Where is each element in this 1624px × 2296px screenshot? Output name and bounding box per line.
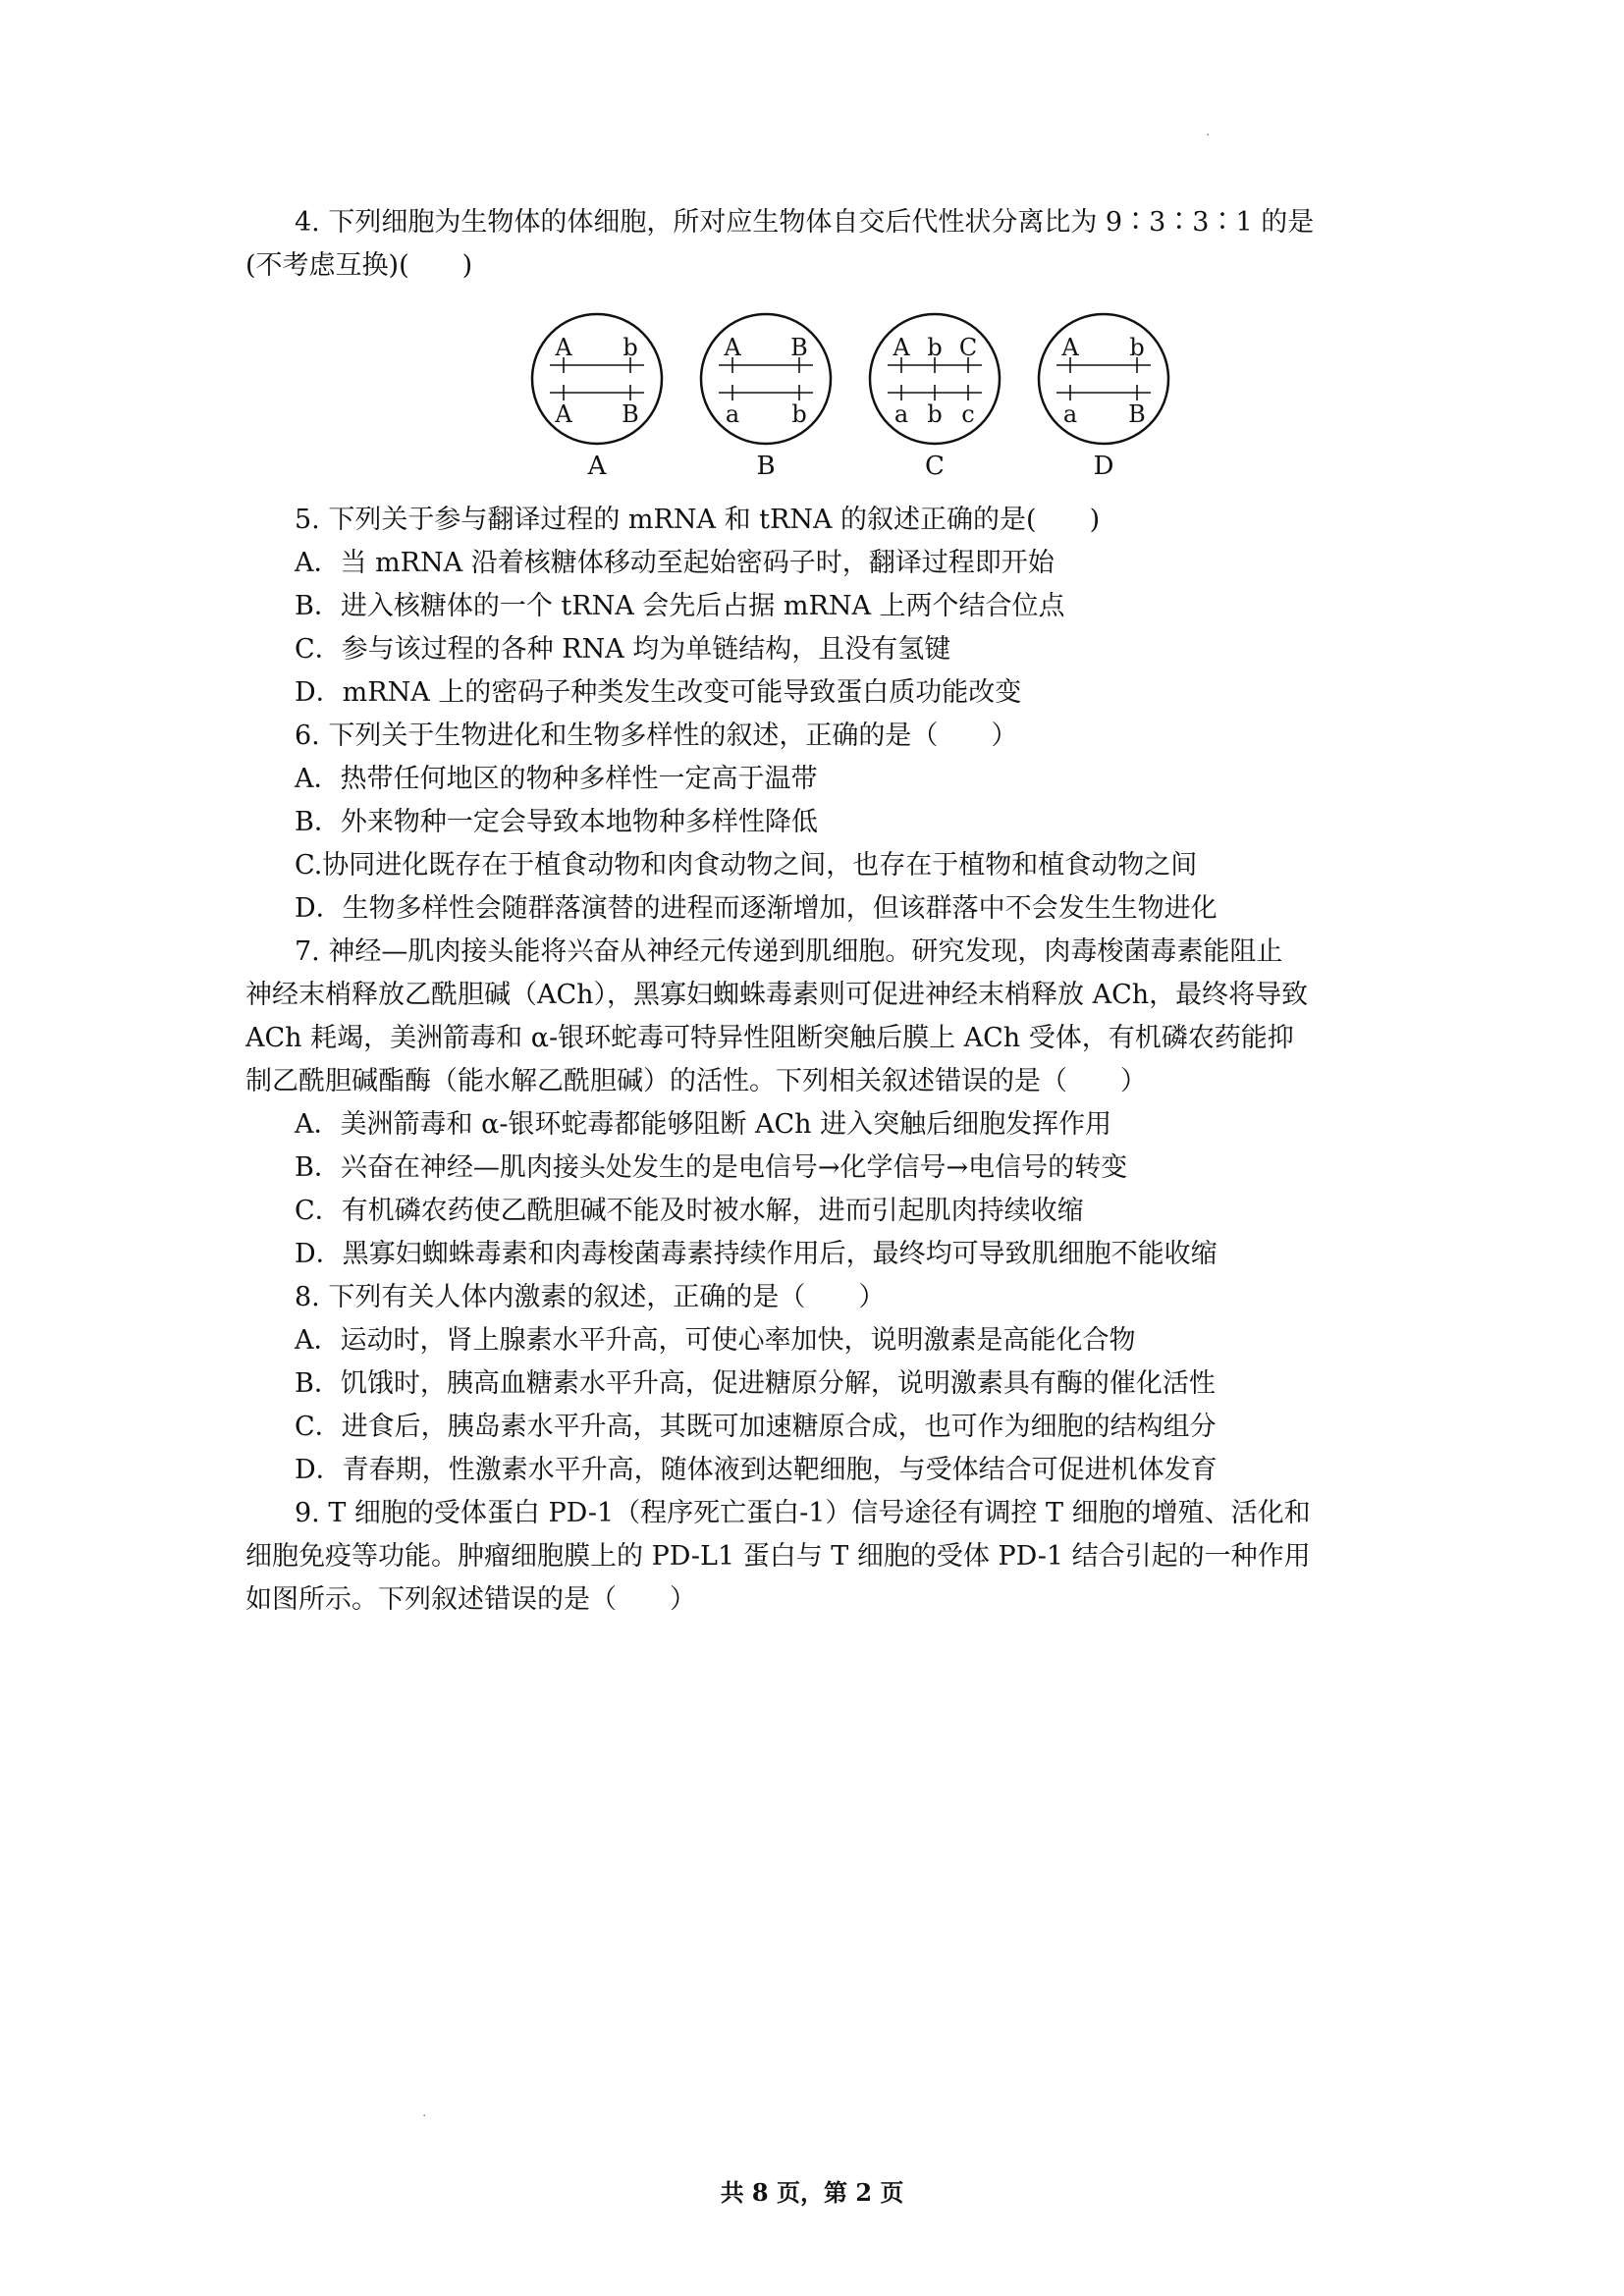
allele-label: c bbox=[961, 400, 975, 428]
cell-circle bbox=[1039, 314, 1168, 444]
question-6-option-b: B．外来物种一定会导致本地物种多样性降低 bbox=[295, 807, 818, 837]
allele-label: a bbox=[893, 400, 909, 428]
question-5-option-d: D．mRNA 上的密码子种类发生改变可能导致蛋白质功能改变 bbox=[295, 677, 1022, 708]
question-8-option-d: D．青春期，性激素水平升高，随体液到达靶细胞，与受体结合可促进机体发育 bbox=[295, 1455, 1218, 1485]
question-7-option-c: C．有机磷农药使乙酰胆碱不能及时被水解，进而引起肌肉持续收缩 bbox=[295, 1196, 1084, 1226]
cell-option-label: C bbox=[925, 452, 945, 481]
cell-option-label: A bbox=[587, 452, 607, 481]
question-8-option-a: A．运动时，肾上腺素水平升高，可使心率加快，说明激素是高能化合物 bbox=[295, 1325, 1136, 1356]
question-8-option-c: C．进食后，胰岛素水平升高，其既可加速糖原合成，也可作为细胞的结构组分 bbox=[295, 1412, 1217, 1442]
allele-label: B bbox=[1128, 400, 1146, 428]
allele-label: A bbox=[1061, 334, 1079, 361]
cell-option-label: D bbox=[1093, 452, 1114, 481]
cell-circle bbox=[701, 314, 831, 444]
question-4-line-1: 4. 下列细胞为生物体的体细胞，所对应生物体自交后代性状分离比为 9∶3∶3∶1 的是 bbox=[295, 207, 1315, 238]
scan-speck: · bbox=[422, 2109, 427, 2124]
allele-label: B bbox=[622, 400, 639, 428]
question-9-line-1: 9. T 细胞的受体蛋白 PD-1（程序死亡蛋白-1）信号途径有调控 T 细胞的增殖、活化和 bbox=[295, 1498, 1311, 1528]
question-7-option-a: A．美洲箭毒和 α-银环蛇毒都能够阻断 ACh 进入突触后细胞发挥作用 bbox=[295, 1109, 1112, 1140]
page-footer: 共 8 页，第 2 页 bbox=[720, 2178, 904, 2207]
question-4-line-2: (不考虑互换)( ) bbox=[245, 250, 473, 281]
allele-label: b bbox=[927, 400, 943, 428]
allele-label: b bbox=[927, 334, 943, 361]
question-5-option-c: C．参与该过程的各种 RNA 均为单链结构，且没有氢键 bbox=[295, 634, 951, 665]
allele-label: a bbox=[1062, 400, 1078, 428]
cell-option-label: B bbox=[756, 452, 776, 481]
question-9-line-2: 细胞免疫等功能。肿瘤细胞膜上的 PD-L1 蛋白与 T 细胞的受体 PD-1 结合引起的一种作用 bbox=[245, 1541, 1311, 1572]
question-8-stem: 8. 下列有关人体内激素的叙述，正确的是（ ） bbox=[295, 1282, 886, 1312]
question-7-option-b: B．兴奋在神经—肌肉接头处发生的是电信号→化学信号→电信号的转变 bbox=[295, 1152, 1128, 1183]
question-8-option-b: B．饥饿时，胰高血糖素水平升高，促进糖原分解，说明激素具有酶的催化活性 bbox=[295, 1368, 1216, 1399]
allele-label: A bbox=[893, 334, 910, 361]
question-7-line-1: 7. 神经—肌肉接头能将兴奋从神经元传递到肌细胞。研究发现，肉毒梭菌毒素能阻止 bbox=[295, 936, 1283, 967]
cell-circle bbox=[532, 314, 662, 444]
allele-label: A bbox=[724, 334, 741, 361]
question-6-option-a: A．热带任何地区的物种多样性一定高于温带 bbox=[295, 764, 818, 794]
question-6-stem: 6. 下列关于生物进化和生物多样性的叙述，正确的是（ ） bbox=[295, 721, 1018, 751]
allele-label: A bbox=[555, 400, 572, 428]
question-5-option-a: A．当 mRNA 沿着核糖体移动至起始密码子时，翻译过程即开始 bbox=[295, 548, 1055, 578]
allele-label: b bbox=[623, 334, 638, 361]
allele-label: b bbox=[1129, 334, 1145, 361]
allele-label: a bbox=[725, 400, 740, 428]
allele-label: A bbox=[555, 334, 572, 361]
question-6-option-d: D．生物多样性会随群落演替的进程而逐渐增加，但该群落中不会发生生物进化 bbox=[295, 893, 1218, 924]
allele-label: C bbox=[958, 334, 978, 361]
question-7-line-3: ACh 耗竭，美洲箭毒和 α-银环蛇毒可特异性阻断突触后膜上 ACh 受体，有机磷农药能抑 bbox=[245, 1023, 1294, 1053]
allele-label: b bbox=[791, 400, 807, 428]
question-9-line-3: 如图所示。下列叙述错误的是（ ） bbox=[245, 1584, 696, 1615]
question-7-line-2: 神经末梢释放乙酰胆碱（ACh），黑寡妇蜘蛛毒素则可促进神经末梢释放 ACh，最终将导致 bbox=[245, 980, 1309, 1010]
question-7-option-d: D．黑寡妇蜘蛛毒素和肉毒梭菌毒素持续作用后，最终均可导致肌细胞不能收缩 bbox=[295, 1239, 1218, 1269]
question-5-stem: 5. 下列关于参与翻译过程的 mRNA 和 tRNA 的叙述正确的是( ) bbox=[295, 505, 1101, 535]
allele-label: B bbox=[790, 334, 808, 361]
question-5-option-b: B．进入核糖体的一个 tRNA 会先后占据 mRNA 上两个结合位点 bbox=[295, 591, 1065, 621]
scan-speck: · bbox=[1206, 128, 1211, 143]
question-7-line-4: 制乙酰胆碱酯酶（能水解乙酰胆碱）的活性。下列相关叙述错误的是（ ） bbox=[245, 1066, 1147, 1096]
question-6-option-c: C.协同进化既存在于植食动物和肉食动物之间，也存在于植物和植食动物之间 bbox=[295, 850, 1198, 881]
cell-chromosome-diagram bbox=[520, 299, 1188, 481]
